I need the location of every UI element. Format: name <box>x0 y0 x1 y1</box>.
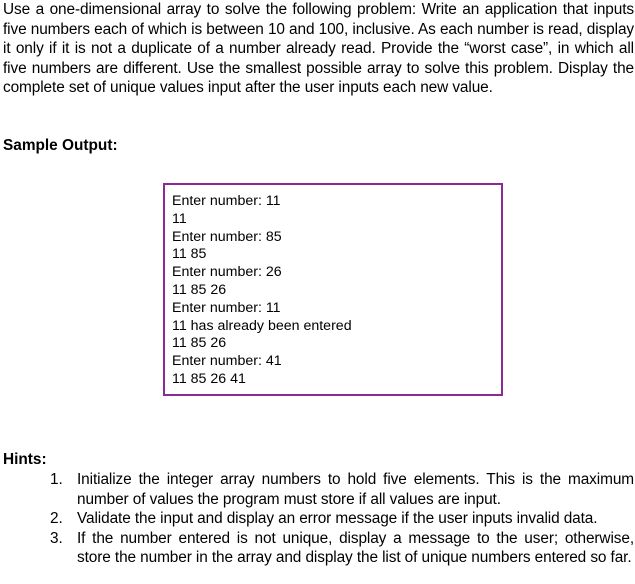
hint-number: 1. <box>50 471 63 488</box>
output-line: 11 85 26 <box>172 335 227 352</box>
output-line: Enter number: 26 <box>172 264 282 281</box>
output-line: 11 has already been entered <box>172 317 352 334</box>
sample-output-heading: Sample Output: <box>3 137 118 154</box>
output-line: Enter number: 41 <box>172 353 282 370</box>
hint-text: Validate the input and display an error message if the user inputs invalid data. <box>77 510 598 527</box>
sample-output-box <box>163 183 503 396</box>
hint-item <box>0 509 634 529</box>
problem-statement: Use a one-dimensional array to solve the following problem: Write an application that inputs five numbers each of which is between 10 and 100, inclusive. As each number is read, display it only if it is not a duplicate of a number already read. Provide the “worst case”, in which all five numbers are different. Use the smallest possible array to solve this problem. Display the complete set of unique values input after the user inputs each new value. <box>3 1 634 97</box>
output-line: Enter number: 11 <box>172 299 281 316</box>
hint-item <box>0 529 634 568</box>
output-line: 11 85 26 41 <box>172 370 246 387</box>
hint-text: If the number entered is not unique, display a message to the user; otherwise, store the number in the array and display the list of unique numbers entered so far. <box>77 529 634 566</box>
output-line: 11 <box>172 210 187 227</box>
output-line: 11 85 <box>172 246 207 263</box>
output-line: Enter number: 85 <box>172 228 282 245</box>
hints-heading: Hints: <box>3 451 47 468</box>
hints-list <box>0 470 634 568</box>
output-line: 11 85 26 <box>172 281 227 298</box>
hint-text: Initialize the integer array numbers to hold five elements. This is the maximum number of values the program must store if all values are input. <box>77 471 634 508</box>
hint-number: 2. <box>50 510 63 527</box>
output-line: Enter number: 11 <box>172 193 281 209</box>
hint-item <box>0 470 634 509</box>
hint-number: 3. <box>50 529 63 547</box>
